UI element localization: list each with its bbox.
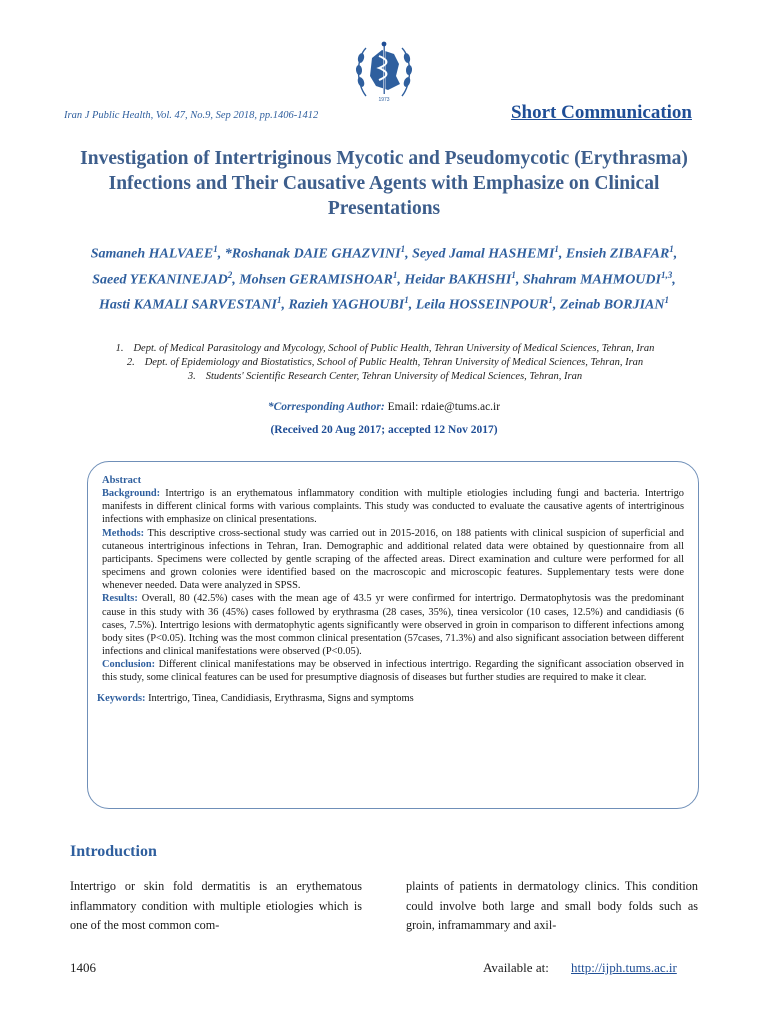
author-name: Samaneh HALVAEE xyxy=(90,246,214,262)
introduction-column-right: plaints of patients in dermatology clinics. This condition could involve both large and small body folds such as groin, inframammary and axil- xyxy=(406,879,698,932)
author-name: Shahram MAHMOUDI xyxy=(522,272,661,288)
corresponding-email[interactable]: Email: rdaie@tums.ac.ir xyxy=(387,401,501,413)
author-name: Mohsen GERAMISHOAR xyxy=(239,272,393,288)
paper-title: Investigation of Intertriginous Mycotic and Pseudomycotic (Erythrasma) Infections and Their Causative Agents with Emphasize on Clinical Presentations xyxy=(80,148,688,219)
author-affiliation-marker: 1 xyxy=(511,269,516,280)
corresponding-author xyxy=(0,401,768,413)
page-number: 1406 xyxy=(70,960,96,975)
author-affiliation-marker: 1 xyxy=(548,295,553,306)
abstract-box xyxy=(87,461,699,809)
author-name: Leila HOSSEINPOUR xyxy=(415,297,549,313)
author-name: Heidar BAKHSHI xyxy=(404,272,512,288)
introduction-column-left: Intertrigo or skin fold dermatitis is an erythematous inflammatory condition with multiple etiologies which is one of the most common com- xyxy=(70,879,362,932)
available-at-label: Available at: xyxy=(483,960,549,975)
article-type-link[interactable]: Short Communication xyxy=(510,102,692,123)
journal-website-link[interactable]: http://ijph.tums.ac.ir xyxy=(571,960,677,975)
author-affiliation-marker: 1 xyxy=(400,244,406,254)
author-affiliation-marker: 2 xyxy=(227,269,233,280)
abstract-results: Results: Overall, 80 (42.5%) cases with the mean age of 43.5 yr were confirmed for intertrigo. Dermatophytosis was the predominant cause in this study with 36 (45%) cases followed by erythrasma (28 cases, 35%), tinea versicolor (10 cases, 12.5%) and candidiasis (6 cases, 7.5%). Intertrigo lesions with dermatophytic agents significantly were observed in groin in comparison to different infections among body sites (P<0.05). Itching was the most common clinical presentation (57cases, 71.3%) and also significant association between different infections and clinical manifestations were observed (P<0.05). xyxy=(102,593,684,658)
author-name: Hasti KAMALI SARVESTANI xyxy=(99,297,277,313)
logo-year: 1973 xyxy=(378,97,390,103)
author-name: Ensieh ZIBAFAR xyxy=(565,246,670,262)
abstract-keywords: Keywords: Intertrigo, Tinea, Candidiasis, Erythrasma, Signs and symptoms xyxy=(97,692,414,704)
abstract-conclusion: Conclusion: Different clinical manifestations may be observed in infectious intertrigo. Regarding the significant association observed in this study, some clinical features can be used for presumptive diagnosis of diseases but further studies are required to make it clear. xyxy=(102,659,684,684)
author-name: Razieh YAGHOUBI xyxy=(288,297,405,313)
author-affiliation-marker: 1 xyxy=(664,295,669,306)
author-name: Seyed Jamal HASHEMI xyxy=(412,246,555,262)
abstract-methods: Methods: This descriptive cross-sectional study was carried out in 2015-2016, on 188 patients with clinical suspicion of superficial and cutaneous intertriginous infections in Tehran, Iran. Demographic and additional related data were obtained by questionnaire from all participants. Specimens were collected by gentle scraping of the affected areas. Direct examination and culture were performed for all specimens and grown colonies were identified based on the macroscopic and microscopic features. Supplementary tests were done whenever needed. Data were analyzed in SPSS. xyxy=(102,527,684,592)
author-affiliation-marker: 1 xyxy=(392,269,398,280)
author-name: *Roshanak DAIE GHAZVINI xyxy=(224,246,401,262)
author-name: Zeinab BORJIAN xyxy=(559,297,665,313)
author-affiliation-marker: 1,3 xyxy=(660,269,673,280)
affiliation-item: 1. Dept. of Medical Parasitology and Mycology, School of Public Health, Tehran University of Medical Sciences, Tehran, Iran xyxy=(115,343,655,354)
author-list: Samaneh HALVAEE$^1$, *Roshanak DAIE GHAZVINI$^1$, Seyed Jamal HASHEMI$^1$, Ensieh ZIBAFAR$^1$, Saeed YEKANINEJAD$^2$, Mohsen GERAMISHOAR$^1$, Heidar BAKHSHI$^1$, Shahram MAHMOUDI$^{1,3}$, Hasti KAMALI SARVESTANI$^1$, Razieh YAGHOUBI$^1$, Leila HOSSEINPOUR$^1$, Zeinab BORJIAN$^1$ xyxy=(90,244,678,313)
abstract-heading: Abstract xyxy=(102,475,142,486)
author-affiliation-marker: 1 xyxy=(669,244,674,254)
author-affiliation-marker: 1 xyxy=(404,295,409,306)
journal-emblem-icon xyxy=(352,36,416,104)
author-affiliation-marker: 1 xyxy=(213,244,218,254)
received-dates: (Received 20 Aug 2017; accepted 12 Nov 2017) xyxy=(270,424,498,436)
affiliation-item: 3. Students' Scientific Research Center, Tehran University of Medical Sciences, Tehran, Iran xyxy=(187,371,583,382)
abstract-background: Background: Intertrigo is an erythematous inflammatory condition with multiple etiologies including fungi and bacteria. Intertrigo manifests in different clinical forms with various complaints. This study was conducted to evaluate the causative agents of intertriginous infections with emphasize on clinical presentations. xyxy=(102,488,684,526)
author-affiliation-marker: 1 xyxy=(276,295,282,306)
affiliation-item: 2. Dept. of Epidemiology and Biostatistics, School of Public Health, Tehran University of Medical Sciences, Tehran, Iran xyxy=(126,357,644,368)
journal-citation: Iran J Public Health, Vol. 47, No.9, Sep 2018, pp.1406-1412 xyxy=(64,110,319,121)
author-name: Saeed YEKANINEJAD xyxy=(92,272,228,288)
corresponding-label: *Corresponding Author: xyxy=(267,401,385,413)
introduction-heading: Introduction xyxy=(70,843,157,860)
author-affiliation-marker: 1 xyxy=(554,244,559,254)
affiliation-list xyxy=(80,342,690,384)
